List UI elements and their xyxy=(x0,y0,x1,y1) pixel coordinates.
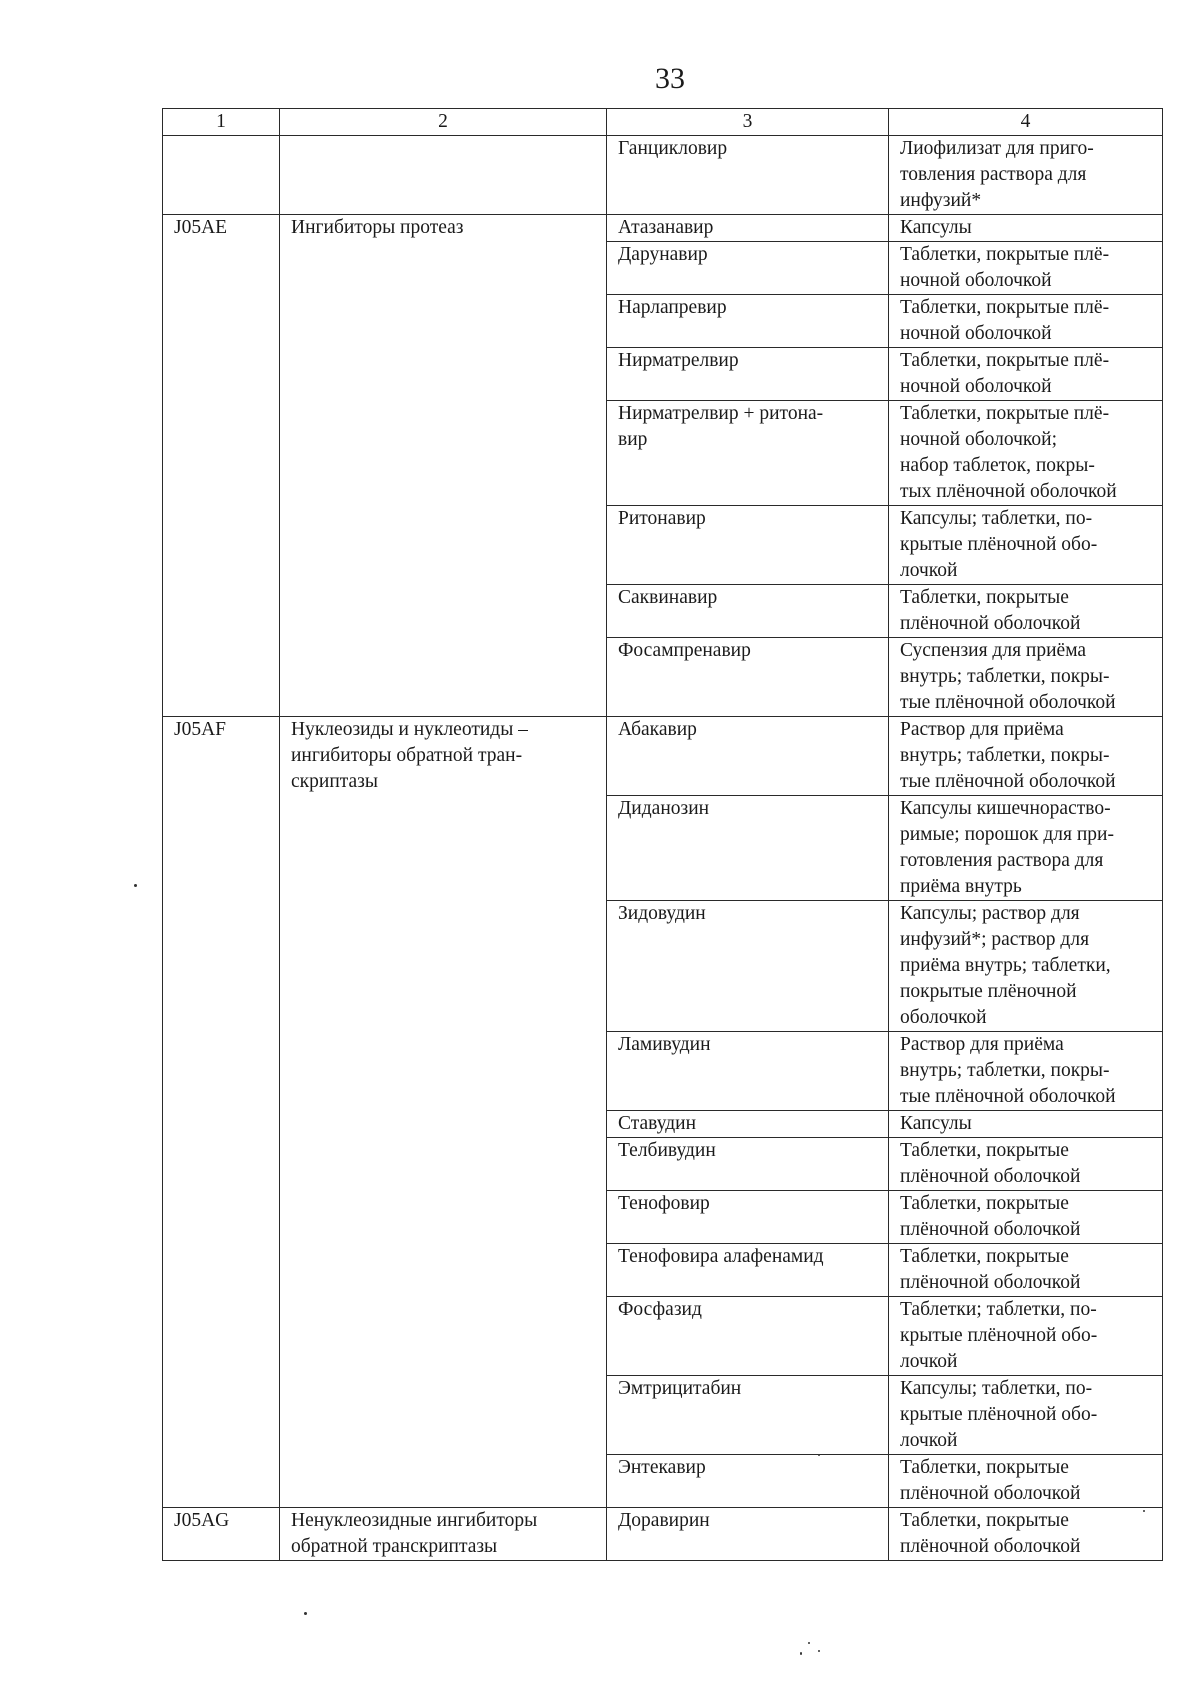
drug-name-cell xyxy=(607,1455,889,1508)
scan-speck xyxy=(800,1652,802,1655)
header-col-2: 2 xyxy=(280,109,607,136)
drug-name-cell xyxy=(607,242,889,295)
drug-name-line: Диданозин xyxy=(618,798,710,819)
dosage-form-cell xyxy=(889,295,1163,348)
dosage-form-line: Капсулы кишечнораство- xyxy=(900,798,1111,819)
dosage-form-line: плёночной оболочкой xyxy=(900,1166,1081,1187)
dosage-form-line: Таблетки, покрытые плё- xyxy=(900,350,1110,371)
drug-name-cell xyxy=(607,1138,889,1191)
dosage-form-cell xyxy=(889,136,1163,215)
drug-name-line: Зидовудин xyxy=(618,903,706,924)
group-name-cell xyxy=(280,136,607,215)
drug-name-line: Эмтрицитабин xyxy=(618,1378,742,1399)
drug-name-line: Доравирин xyxy=(618,1510,710,1531)
drug-name-cell xyxy=(607,901,889,1032)
dosage-form-cell xyxy=(889,1032,1163,1111)
drug-name-line: Нирматрелвир xyxy=(618,350,739,371)
dosage-form-line: Капсулы; раствор для xyxy=(900,903,1080,924)
drug-name-cell xyxy=(607,348,889,401)
dosage-form-cell xyxy=(889,1138,1163,1191)
drug-name-cell xyxy=(607,1111,889,1138)
atc-code-cell: J05AF xyxy=(163,717,280,1508)
dosage-form-line: Таблетки, покрытые xyxy=(900,587,1069,608)
header-col-1: 1 xyxy=(163,109,280,136)
drug-name-line: Саквинавир xyxy=(618,587,718,608)
scan-speck xyxy=(818,1454,820,1456)
dosage-form-line: плёночной оболочкой xyxy=(900,613,1081,634)
drug-name-cell xyxy=(607,136,889,215)
dosage-form-line: крытые плёночной обо- xyxy=(900,534,1098,555)
dosage-form-cell xyxy=(889,585,1163,638)
drug-name-cell xyxy=(607,215,889,242)
drug-name-cell xyxy=(607,1376,889,1455)
drug-name-line: Нирматрелвир + ритона- xyxy=(618,403,824,424)
dosage-form-cell xyxy=(889,1244,1163,1297)
drug-name-cell xyxy=(607,717,889,796)
dosage-form-line: оболочкой xyxy=(900,1007,987,1028)
header-col-3: 3 xyxy=(607,109,889,136)
scan-speck xyxy=(1143,1510,1145,1512)
dosage-form-line: Капсулы; таблетки, по- xyxy=(900,1378,1093,1399)
dosage-form-line: Капсулы xyxy=(900,1113,972,1134)
atc-code-cell: J05AE xyxy=(163,215,280,717)
dosage-form-cell xyxy=(889,348,1163,401)
dosage-form-line: Таблетки, покрытые xyxy=(900,1246,1069,1267)
dosage-form-cell xyxy=(889,401,1163,506)
dosage-form-cell xyxy=(889,717,1163,796)
drug-name-line: Энтекавир xyxy=(618,1457,706,1478)
drug-name-cell xyxy=(607,506,889,585)
drug-name-line: Тенофовира алафенамид xyxy=(618,1246,824,1267)
drug-table xyxy=(162,108,1163,1561)
drug-name-line: Ламивудин xyxy=(618,1034,711,1055)
dosage-form-line: плёночной оболочкой xyxy=(900,1536,1081,1557)
drug-name-line: Абакавир xyxy=(618,719,697,740)
dosage-form-line: тых плёночной оболочкой xyxy=(900,481,1117,502)
drug-name-cell xyxy=(607,1297,889,1376)
dosage-form-line: ночной оболочкой; xyxy=(900,429,1058,450)
dosage-form-line: внутрь; таблетки, покры- xyxy=(900,1060,1110,1081)
drug-name-cell xyxy=(607,1191,889,1244)
group-name-line: ингибиторы обратной тран- xyxy=(291,745,523,766)
dosage-form-line: Таблетки, покрытые xyxy=(900,1193,1069,1214)
drug-name-cell xyxy=(607,796,889,901)
group-name-line: обратной транскриптазы xyxy=(291,1536,498,1557)
dosage-form-line: лочкой xyxy=(900,1351,958,1372)
dosage-form-line: покрытые плёночной xyxy=(900,981,1077,1002)
table-header-row xyxy=(163,109,1163,136)
page-number: 33 xyxy=(655,62,685,95)
dosage-form-line: плёночной оболочкой xyxy=(900,1272,1081,1293)
drug-name-cell xyxy=(607,1032,889,1111)
dosage-form-cell xyxy=(889,1191,1163,1244)
drug-name-cell xyxy=(607,1508,889,1561)
dosage-form-cell xyxy=(889,1455,1163,1508)
scan-speck xyxy=(818,1650,820,1652)
dosage-form-line: ночной оболочкой xyxy=(900,323,1052,344)
dosage-form-line: римые; порошок для при- xyxy=(900,824,1114,845)
dosage-form-line: Таблетки, покрытые xyxy=(900,1457,1069,1478)
dosage-form-line: ночной оболочкой xyxy=(900,376,1052,397)
group-name-line: Ненуклеозидные ингибиторы xyxy=(291,1510,538,1531)
drug-name-cell xyxy=(607,1244,889,1297)
dosage-form-line: Капсулы; таблетки, по- xyxy=(900,508,1093,529)
dosage-form-cell xyxy=(889,638,1163,717)
dosage-form-line: Таблетки, покрытые плё- xyxy=(900,297,1110,318)
dosage-form-line: Суспензия для приёма xyxy=(900,640,1087,661)
dosage-form-cell xyxy=(889,506,1163,585)
dosage-form-line: лочкой xyxy=(900,1430,958,1451)
group-name-line: Нуклеозиды и нуклеотиды – xyxy=(291,719,528,740)
group-name-cell xyxy=(280,717,607,1508)
dosage-form-cell xyxy=(889,215,1163,242)
table-row xyxy=(163,215,1163,242)
dosage-form-line: Капсулы xyxy=(900,217,972,238)
dosage-form-line: Таблетки, покрытые xyxy=(900,1510,1069,1531)
group-name-cell xyxy=(280,1508,607,1561)
dosage-form-line: готовления раствора для xyxy=(900,850,1104,871)
drug-name-line: Атазанавир xyxy=(618,217,714,238)
drug-name-cell xyxy=(607,585,889,638)
dosage-form-line: крытые плёночной обо- xyxy=(900,1404,1098,1425)
dosage-form-line: крытые плёночной обо- xyxy=(900,1325,1098,1346)
dosage-form-line: Таблетки, покрытые плё- xyxy=(900,403,1110,424)
table-row xyxy=(163,717,1163,796)
group-name-line: Ингибиторы протеаз xyxy=(291,217,464,238)
dosage-form-line: внутрь; таблетки, покры- xyxy=(900,666,1110,687)
drug-name-cell xyxy=(607,638,889,717)
dosage-form-line: ночной оболочкой xyxy=(900,270,1052,291)
dosage-form-cell xyxy=(889,1111,1163,1138)
table-body xyxy=(163,136,1163,1561)
dosage-form-line: плёночной оболочкой xyxy=(900,1219,1081,1240)
atc-code-cell: J05AG xyxy=(163,1508,280,1561)
drug-name-line: Ритонавир xyxy=(618,508,706,529)
drug-name-line: Фосампренавир xyxy=(618,640,751,661)
drug-name-line: Тенофовир xyxy=(618,1193,710,1214)
atc-code-cell xyxy=(163,136,280,215)
scan-speck xyxy=(304,1612,307,1615)
dosage-form-cell xyxy=(889,901,1163,1032)
dosage-form-cell xyxy=(889,1376,1163,1455)
dosage-form-line: инфузий*; раствор для xyxy=(900,929,1090,950)
dosage-form-line: Раствор для приёма xyxy=(900,719,1064,740)
drug-name-line: вир xyxy=(618,429,648,450)
dosage-form-line: приёма внутрь xyxy=(900,876,1022,897)
dosage-form-cell xyxy=(889,1508,1163,1561)
header-col-4: 4 xyxy=(889,109,1163,136)
dosage-form-cell xyxy=(889,1297,1163,1376)
dosage-form-line: Лиофилизат для приго- xyxy=(900,138,1094,159)
drug-name-line: Фосфазид xyxy=(618,1299,702,1320)
drug-name-line: Нарлапревир xyxy=(618,297,727,318)
drug-name-cell xyxy=(607,401,889,506)
dosage-form-line: тые плёночной оболочкой xyxy=(900,1086,1116,1107)
dosage-form-line: Таблетки, покрытые плё- xyxy=(900,244,1110,265)
drug-name-line: Телбивудин xyxy=(618,1140,716,1161)
dosage-form-line: Раствор для приёма xyxy=(900,1034,1064,1055)
dosage-form-line: лочкой xyxy=(900,560,958,581)
dosage-form-line: набор таблеток, покры- xyxy=(900,455,1095,476)
table-row xyxy=(163,136,1163,215)
dosage-form-line: тые плёночной оболочкой xyxy=(900,692,1116,713)
scan-speck xyxy=(808,1642,810,1644)
group-name-cell xyxy=(280,215,607,717)
dosage-form-line: инфузий* xyxy=(900,190,982,211)
dosage-form-line: внутрь; таблетки, покры- xyxy=(900,745,1110,766)
dosage-form-line: приёма внутрь; таблетки, xyxy=(900,955,1111,976)
dosage-form-line: Таблетки, покрытые xyxy=(900,1140,1069,1161)
scan-speck xyxy=(134,884,137,887)
dosage-form-line: товления раствора для xyxy=(900,164,1087,185)
drug-name-cell xyxy=(607,295,889,348)
dosage-form-line: Таблетки; таблетки, по- xyxy=(900,1299,1097,1320)
dosage-form-cell xyxy=(889,796,1163,901)
drug-name-line: Дарунавир xyxy=(618,244,708,265)
group-name-line: скриптазы xyxy=(291,771,378,792)
drug-name-line: Ставудин xyxy=(618,1113,697,1134)
drug-name-line: Ганцикловир xyxy=(618,138,728,159)
dosage-form-cell xyxy=(889,242,1163,295)
dosage-form-line: тые плёночной оболочкой xyxy=(900,771,1116,792)
table-row xyxy=(163,1508,1163,1561)
dosage-form-line: плёночной оболочкой xyxy=(900,1483,1081,1504)
